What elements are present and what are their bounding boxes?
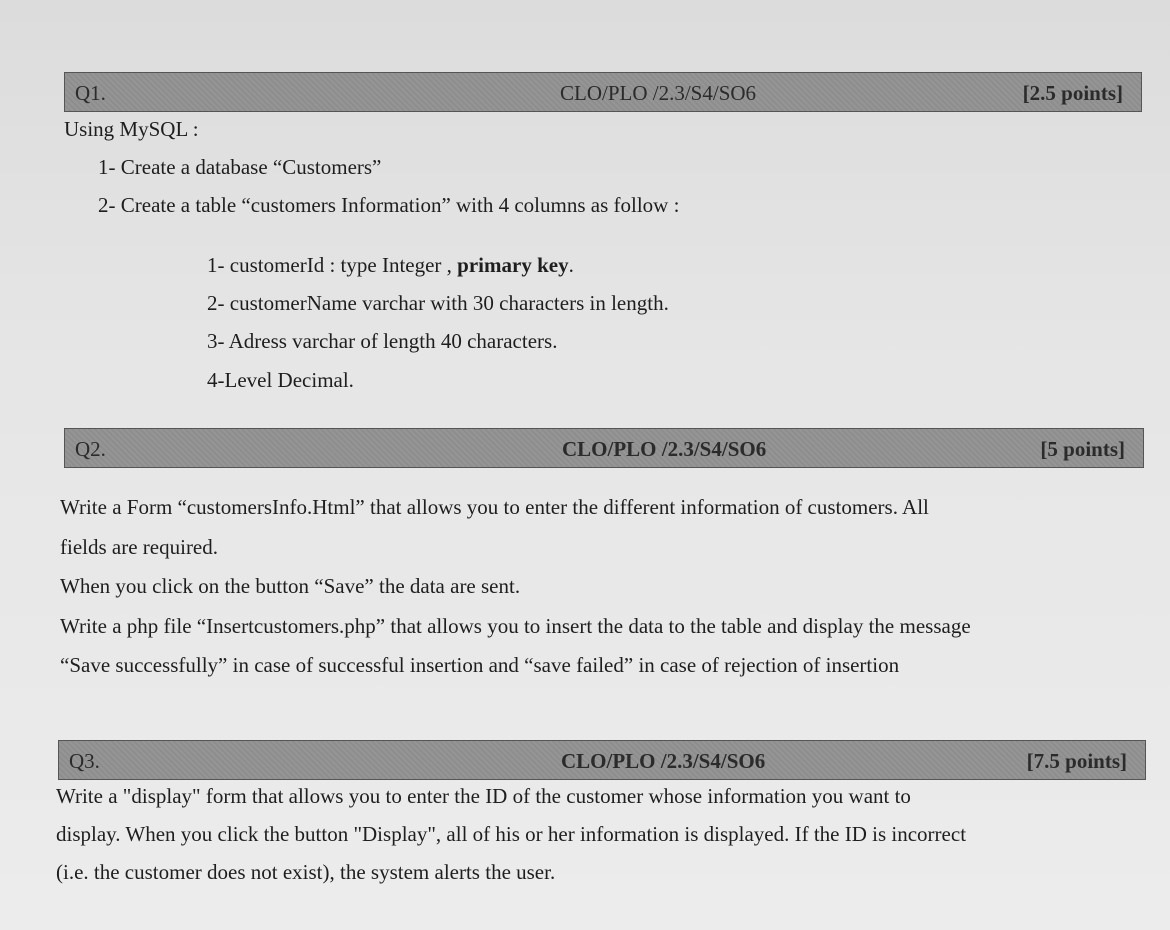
q3-points: [7.5 points] (1026, 749, 1127, 773)
q1-points: [2.5 points] (1022, 81, 1123, 105)
q1-column-3: 3- Adress varchar of length 40 characters. (207, 329, 558, 353)
q2-line-2: fields are required. (60, 535, 219, 559)
q1-column-4: 4-Level Decimal. (207, 368, 354, 392)
q2-line-5: “Save successfully” in case of successful insertion and “save failed” in case of rejection of insertion (60, 653, 900, 677)
q1-column-1 (207, 253, 574, 278)
q1-header (64, 72, 1142, 112)
q2-points: [5 points] (1040, 437, 1125, 461)
q1-column-1-bold: primary key (457, 253, 569, 277)
q1-intro: Using MySQL : (64, 117, 199, 141)
q1-id: Q1. (75, 81, 106, 105)
q2-id: Q2. (75, 437, 106, 461)
q2-header (64, 428, 1144, 468)
q3-line-2: display. When you click the button "Display", all of his or her information is displayed. If the ID is incorrect (56, 822, 967, 846)
q3-id: Q3. (69, 749, 100, 773)
q1-column-1-text: 1- customerId : type Integer , (207, 253, 458, 277)
q2-clo: CLO/PLO /2.3/S4/SO6 (562, 437, 767, 461)
q3-clo: CLO/PLO /2.3/S4/SO6 (561, 749, 766, 773)
q1-clo: CLO/PLO /2.3/S4/SO6 (560, 81, 757, 105)
q2-line-3: When you click on the button “Save” the data are sent. (60, 574, 521, 598)
q1-column-2: 2- customerName varchar with 30 characters in length. (207, 291, 669, 315)
q1-item-1: 1- Create a database “Customers” (98, 155, 382, 179)
q1-column-1-post: . (568, 253, 574, 277)
q2-line-1: Write a Form “customersInfo.Html” that allows you to enter the different information of customers. All (60, 495, 929, 519)
q1-item-2: 2- Create a table “customers Information” with 4 columns as follow : (98, 193, 680, 217)
q3-line-1: Write a "display" form that allows you to enter the ID of the customer whose information you want to (56, 784, 911, 808)
q3-header (58, 740, 1146, 780)
q2-line-4: Write a php file “Insertcustomers.php” that allows you to insert the data to the table and display the message (60, 614, 971, 638)
q3-line-3: (i.e. the customer does not exist), the system alerts the user. (56, 860, 556, 884)
